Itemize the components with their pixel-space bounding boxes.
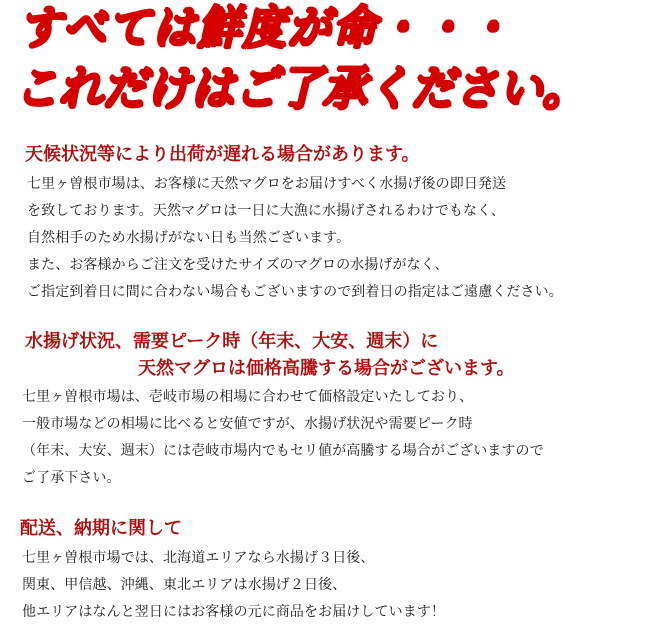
section-delivery bbox=[0, 517, 660, 626]
paragraph-line: （年末、大安、週末）には壱岐市場内でもセリ値が高騰する場合がございますので bbox=[22, 443, 544, 459]
paragraph-line: 七里ヶ曽根市場は、お客様に天然マグロをお届けすべく水揚げ後の即日発送 bbox=[27, 176, 507, 192]
section-heading-delivery: 配送、納期に関して bbox=[20, 518, 182, 539]
section-price-surge bbox=[0, 328, 660, 492]
section-shipping-delay bbox=[0, 143, 660, 306]
paragraph-line: を致しております。天然マグロは一日に大漁に水揚げされるわけでもなく、 bbox=[27, 203, 505, 219]
paragraph-line: また、お客様からご注文を受けたサイズのマグロの水揚げがなく、 bbox=[27, 257, 449, 273]
section-heading-shipping-delay: 天候状況等により出荷が遅れる場合があります。 bbox=[25, 144, 420, 165]
paragraph-line: 一般市場などの相場に比べると安値ですが、水揚げ状況や需要ピーク時 bbox=[22, 416, 473, 432]
paragraph-line: ご了承下さい。 bbox=[22, 470, 121, 486]
banner-headline-line-2: これだけはご了承ください。 bbox=[14, 61, 586, 116]
section-heading-price-surge-line-2: 天然マグロは価格高騰する場合がございます。 bbox=[138, 358, 515, 379]
banner-headline-line-1: すべては鮮度が命・・・ bbox=[18, 1, 513, 55]
paragraph-line: ご指定到着日に間に合わない場合もございますので到着日の指定はご遠慮ください。 bbox=[27, 284, 563, 300]
paragraph-line: 七里ヶ曽根市場では、北海道エリアなら水揚げ３日後、 bbox=[22, 550, 375, 566]
paragraph-line: 他エリアはなんと翌日にはお客様の元に商品をお届けしています！ bbox=[22, 604, 445, 620]
paragraph-line: 自然相手のため水揚げがない日も当然ございます。 bbox=[27, 230, 351, 246]
section-heading-price-surge-line-1: 水揚げ状況、需要ピーク時（年末、大安、週末）に bbox=[25, 331, 439, 352]
paragraph-line: 七里ヶ曽根市場は、壱岐市場の相場に合わせて価格設定いたしており、 bbox=[22, 389, 474, 405]
paragraph-line: 関東、甲信越、沖縄、東北エリアは水揚げ２日後、 bbox=[22, 577, 347, 593]
